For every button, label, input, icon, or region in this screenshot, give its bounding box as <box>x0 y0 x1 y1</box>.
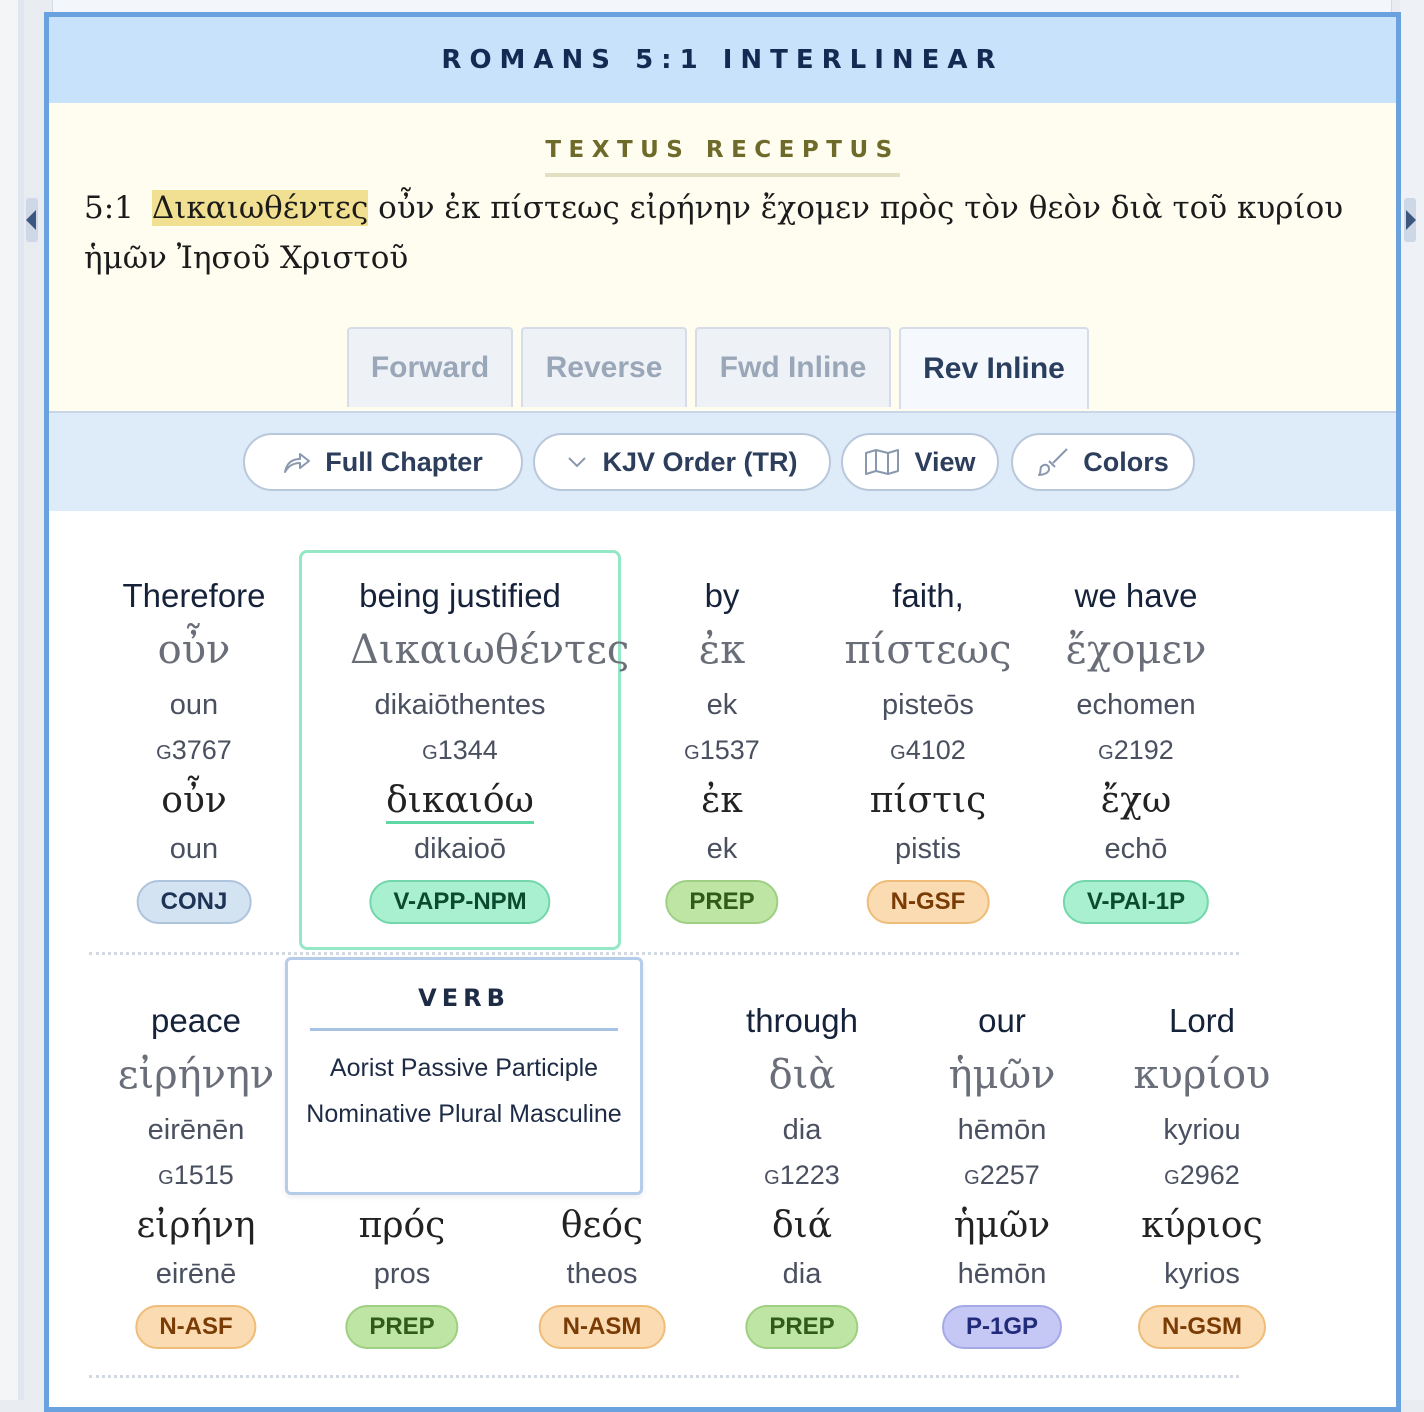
word-translit: ek <box>706 689 738 721</box>
word-greek: ἐκ <box>698 627 746 673</box>
colors-label: Colors <box>1083 446 1169 477</box>
word-english: our <box>978 1002 1026 1039</box>
word-lemma: θεός <box>560 1205 644 1246</box>
word-greek: ἡμῶν <box>948 1052 1056 1098</box>
word-lemma: πρός <box>358 1205 446 1246</box>
row-divider <box>89 952 1239 955</box>
text-source-label: TEXTUS RECEPTUS <box>545 137 899 177</box>
verse-number: 5:1 <box>84 190 134 226</box>
word-lemma: εἰρήνη <box>136 1205 256 1246</box>
controls-bar <box>49 411 1396 513</box>
word-translit: kyriou <box>1163 1114 1241 1146</box>
tooltip-case-number-gender: Nominative Plural Masculine <box>306 1100 622 1128</box>
word-lemma-translit: dikaioō <box>414 833 506 865</box>
pos-badge[interactable]: CONJ <box>137 880 252 924</box>
panel-header <box>49 17 1396 103</box>
word-lemma: κύριος <box>1141 1205 1263 1246</box>
view-label: View <box>914 446 976 477</box>
paintbrush-icon <box>1037 447 1069 477</box>
pos-badge[interactable]: N-GSF <box>867 880 990 924</box>
view-mode-tabs <box>49 327 1396 411</box>
row-divider <box>89 1375 1239 1378</box>
word-strongs[interactable]: G1223 <box>764 1160 840 1190</box>
word-lemma: ἔχω <box>1100 780 1172 821</box>
word-english: being justified <box>359 577 561 614</box>
word-lemma: δικαιόω <box>350 780 570 821</box>
left-edge-strip <box>18 0 24 1400</box>
word-english: faith, <box>892 577 964 614</box>
chevron-down-icon <box>566 455 588 469</box>
order-dropdown[interactable] <box>533 433 831 491</box>
word-strongs[interactable]: G4102 <box>890 735 966 765</box>
left-gutter <box>0 0 18 1400</box>
order-label: KJV Order (TR) <box>602 446 798 477</box>
word-english: through <box>746 1002 858 1039</box>
word-english: Therefore <box>122 577 266 614</box>
word-greek: ἔχομεν <box>1065 627 1207 673</box>
word-translit: oun <box>169 689 219 721</box>
word-translit: dikaiōthentes <box>374 689 546 721</box>
word-strongs[interactable]: G1344 <box>422 735 498 765</box>
view-button[interactable] <box>841 433 999 491</box>
pos-badge[interactable]: N-ASF <box>135 1305 256 1349</box>
word-english: we have <box>1074 577 1198 614</box>
tab-rev-inline[interactable]: Rev Inline <box>899 327 1089 409</box>
word-english: peace <box>151 1002 241 1039</box>
word-greek: Δικαιωθέντες <box>350 627 630 673</box>
word-translit: hēmōn <box>957 1114 1047 1146</box>
pos-badge[interactable]: P-1GP <box>942 1305 1062 1349</box>
chevron-right-icon <box>1404 210 1416 230</box>
word-translit: dia <box>782 1114 822 1146</box>
tab-forward[interactable]: Forward <box>347 327 513 407</box>
word-lemma-translit: kyrios <box>1164 1258 1240 1290</box>
pos-badge[interactable]: PREP <box>665 880 778 924</box>
word-translit: eirēnēn <box>147 1114 245 1146</box>
word-strongs[interactable]: G2257 <box>964 1160 1040 1190</box>
word-lemma-translit: hēmōn <box>957 1258 1047 1290</box>
pos-badge[interactable]: V-PAI-1P <box>1063 880 1209 924</box>
tooltip-title: VERB <box>310 984 618 1031</box>
next-verse-tab[interactable] <box>1404 198 1416 242</box>
word-lemma-translit: pistis <box>894 833 962 865</box>
highlighted-word[interactable]: Δικαιωθέντες <box>151 190 369 226</box>
word-lemma: ἐκ <box>701 780 743 821</box>
pos-badge[interactable]: PREP <box>345 1305 458 1349</box>
previous-panel-edge <box>52 0 1392 12</box>
word-strongs[interactable]: G3767 <box>156 735 232 765</box>
word-strongs[interactable]: G2962 <box>1164 1160 1240 1190</box>
word-strongs[interactable]: G1537 <box>684 735 760 765</box>
page-title: ROMANS 5:1 INTERLINEAR <box>441 45 1004 75</box>
full-chapter-button[interactable] <box>243 433 523 491</box>
verse-rest-text: οὖν ἐκ πίστεως εἰρήνην ἔχομεν πρὸς τὸν θεὸν διὰ τοῦ κυρίου ἡμῶν Ἰησοῦ Χριστοῦ <box>84 190 1344 276</box>
word-lemma: πίστις <box>869 780 987 821</box>
word-translit: pisteōs <box>882 689 974 721</box>
word-greek: διὰ <box>768 1052 836 1098</box>
word-lemma-translit: echō <box>1104 833 1168 865</box>
word-greek: οὖν <box>157 627 231 673</box>
full-chapter-label: Full Chapter <box>325 446 483 477</box>
word-greek: πίστεως <box>844 627 1012 673</box>
word-english: by <box>704 577 740 614</box>
word-lemma-translit: pros <box>373 1258 431 1290</box>
word-greek: εἰρήνην <box>117 1052 275 1098</box>
morphology-tooltip <box>285 957 643 1195</box>
tab-fwd-inline[interactable]: Fwd Inline <box>695 327 891 407</box>
word-greek: κυρίου <box>1133 1052 1271 1098</box>
prev-verse-tab[interactable] <box>26 198 38 242</box>
word-lemma-translit: theos <box>566 1258 638 1290</box>
word-strongs[interactable]: G2192 <box>1098 735 1174 765</box>
word-lemma: ἡμῶν <box>953 1205 1051 1246</box>
colors-button[interactable] <box>1011 433 1195 491</box>
word-english: Lord <box>1168 1002 1236 1039</box>
chevron-left-icon <box>26 210 38 230</box>
text-source-label-wrap <box>49 137 1396 177</box>
interlinear-panel <box>44 12 1401 1412</box>
word-lemma: οὖν <box>161 780 227 821</box>
interlinear-words <box>49 511 1396 1407</box>
pos-badge[interactable]: V-APP-NPM <box>369 880 550 924</box>
word-strongs[interactable]: G1515 <box>158 1160 234 1190</box>
pos-badge[interactable]: N-ASM <box>539 1305 666 1349</box>
word-translit: echomen <box>1076 689 1196 721</box>
verse-text <box>84 183 1349 283</box>
tab-reverse[interactable]: Reverse <box>521 327 687 407</box>
word-lemma-translit: ek <box>706 833 738 865</box>
share-arrow-icon <box>283 450 311 474</box>
tooltip-tense-voice-mood: Aorist Passive Participle <box>329 1054 599 1082</box>
pos-badge[interactable]: N-GSM <box>1138 1305 1266 1349</box>
pos-badge[interactable]: PREP <box>745 1305 858 1349</box>
word-lemma-translit: eirēnē <box>155 1258 237 1290</box>
word-lemma-translit: dia <box>782 1258 822 1290</box>
word-lemma: διά <box>771 1205 833 1246</box>
word-lemma-translit: oun <box>169 833 219 865</box>
map-book-icon <box>864 449 900 475</box>
verse-panel <box>49 103 1396 411</box>
